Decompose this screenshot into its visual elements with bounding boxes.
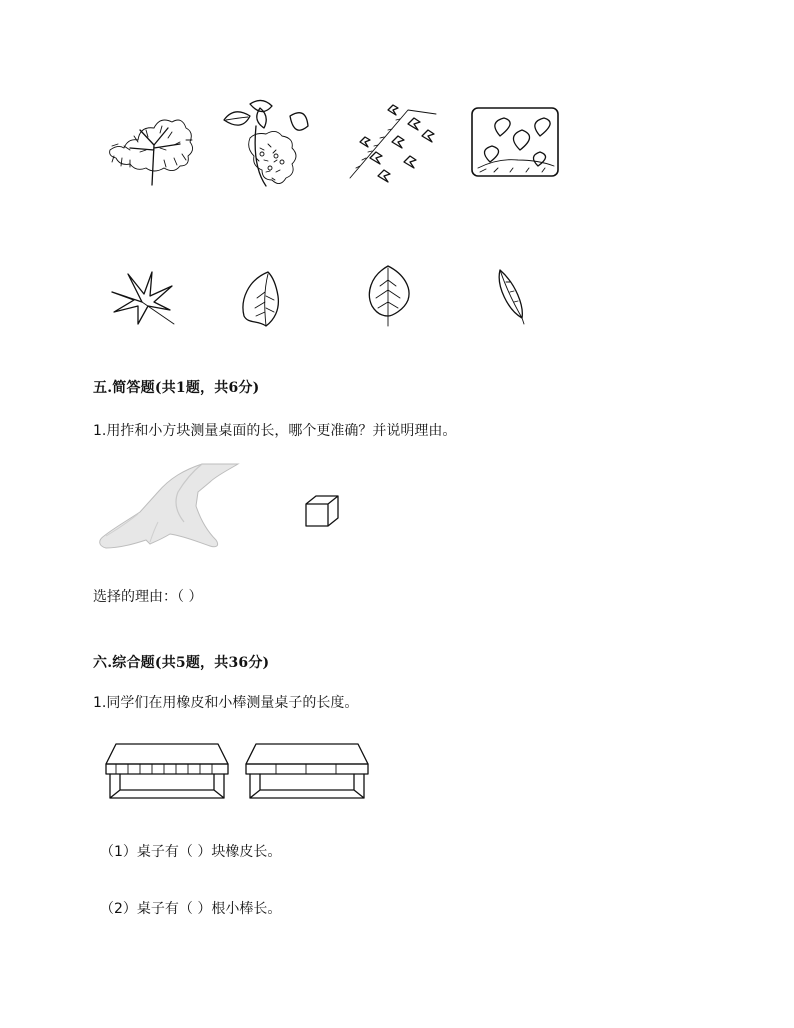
sub-question-1: （1）桌子有（ ）块橡皮长。: [100, 844, 282, 860]
section6-heading: 六.综合题(共5题，共36分): [93, 655, 270, 671]
table-with-sticks-illustration: [244, 740, 370, 800]
willow-tree-illustration: [100, 100, 195, 190]
maple-branch-illustration: [348, 102, 438, 184]
small-cube-icon: [304, 494, 340, 528]
willow-leaf-icon: [494, 266, 530, 328]
sub-question-2: （2）桌子有（ ）根小棒长。: [100, 901, 282, 917]
section6-question: 1.同学们在用橡皮和小棒测量桌子的长度。: [93, 695, 359, 711]
maple-leaf-icon: [108, 268, 178, 328]
ovate-leaf-icon: [364, 264, 414, 328]
reason-answer-label: 选择的理由：（ ）: [93, 589, 203, 605]
hand-span-illustration: [98, 462, 240, 550]
section5-question: 1.用拃和小方块测量桌面的长，哪个更准确？并说明理由。: [93, 423, 457, 439]
lilac-flower-illustration: [220, 98, 315, 193]
table-with-erasers-illustration: [104, 740, 230, 800]
ivy-leaves-illustration: [470, 106, 560, 178]
heart-leaf-icon: [238, 270, 282, 328]
section5-heading: 五.简答题(共1题，共6分): [93, 380, 260, 396]
